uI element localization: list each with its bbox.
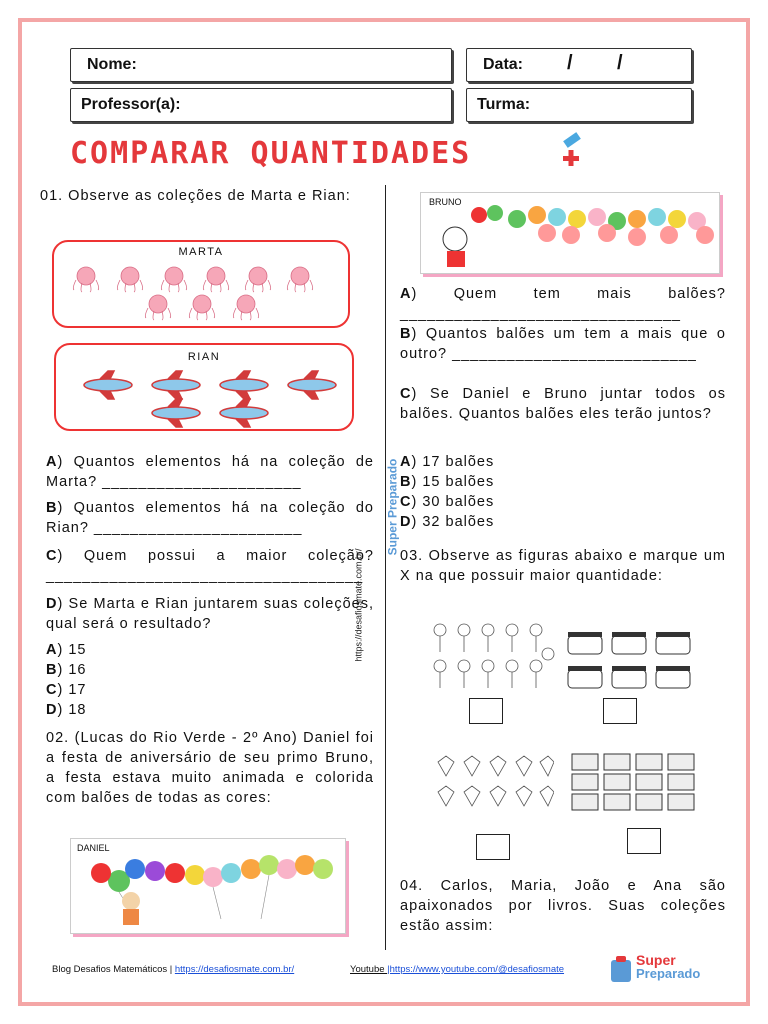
option-letter: B [46,662,58,678]
date-field[interactable] [466,48,692,82]
ruler-plus-icon [556,130,586,174]
marta-label: MARTA [178,246,224,258]
footer-blog-link[interactable]: https://desafiosmate.com.br/ [174,964,295,975]
q1-c-letter: C [46,548,58,564]
q2-option-d[interactable] [400,512,560,532]
marta-collection [52,240,350,328]
q2-a [400,284,726,324]
q2-intro: 02. (Lucas do Rio Verde - 2º Ano) Daniel foi a festa de aniversário de seu primo Bruno, a festa estava muito animada e colorida com balões de todas as cores: [46,730,374,806]
option-text: ) 15 [57,642,87,658]
daniel-image [70,838,346,934]
q1-c-text: ) Quem possui a maior coleção? ___________________________________ [46,548,374,584]
logo-text-2: Preparado [636,966,701,981]
octopus-icon [73,267,98,292]
q1-option-b[interactable] [46,660,196,680]
option-letter: D [400,514,412,530]
q2-b [400,324,726,364]
q2-option-b[interactable] [400,472,560,492]
option-letter: B [400,474,412,490]
cakes-checkbox[interactable] [603,698,637,724]
watermark-brand [385,459,399,556]
name-label: Nome: [87,56,137,73]
bruno-label: BRUNO [429,197,462,207]
footer-logo [608,952,712,986]
octopus-icon [161,267,186,292]
option-letter: D [46,702,58,718]
option-text: ) 17 balões [411,454,495,470]
q1-a-letter: A [46,454,58,470]
q3-intro: 03. Observe as figuras abaixo e marque um X na que possuir maior quantidade: [400,548,726,584]
q2-c-letter: C [400,386,412,402]
q1-intro: 01. Observe as coleções de Marta e Rian: [40,188,351,204]
option-text: ) 17 [57,682,87,698]
flowers-figure [428,618,556,698]
rian-label: RIAN [187,351,221,363]
date-sep-2: / [617,52,623,74]
option-letter: A [46,642,58,658]
watermark-brand-1: Super [385,521,400,556]
bruno-image [420,192,720,274]
cakes-figure [564,622,694,694]
octopus-icon [145,295,170,320]
page-title: COMPARAR QUANTIDADES [70,136,472,171]
bruno-balloons [421,193,719,273]
date-sep-1: / [567,52,573,74]
option-letter: C [400,494,412,510]
watermark-url: https://desafiosmate.com.br/ [353,548,364,662]
q1-d-text: ) Se Marta e Rian juntarem suas coleções, qual será o resultado? [46,596,374,632]
q2-c-text: ) Se Daniel e Bruno juntar todos os balões. Quantos balões eles terão juntos? [400,386,726,422]
logo-icon [608,954,634,984]
date-label: Data: [483,56,524,73]
option-letter: A [400,454,412,470]
airplane-icon [288,371,336,399]
q1-option-d[interactable] [46,700,196,720]
daniel-label: DANIEL [77,843,110,853]
q1-option-a[interactable] [46,640,196,660]
option-text: ) 32 balões [411,514,495,530]
kites-figure [428,752,554,818]
q2-option-a[interactable] [400,452,560,472]
airplane-icon [220,399,268,427]
octopus-icon [189,295,214,320]
q1-a-text: ) Quantos elementos há na coleção de Marta? ______________________ [46,454,374,490]
octopus-icon [233,295,258,320]
q2-a-text: ) Quem tem mais balões? _______________________________ [400,286,726,322]
footer-yt-label[interactable]: Youtube [350,964,388,975]
q2-a-letter: A [400,286,412,302]
q2-b-text: ) Quantos balões um tem a mais que o outro? ___________________________ [400,326,726,362]
class-label: Turma: [477,96,531,113]
name-field[interactable] [70,48,452,82]
q2-b-letter: B [400,326,412,342]
watermark-brand-2: Preparado [385,458,400,518]
q1-options [46,640,196,720]
kites-checkbox[interactable] [476,834,510,860]
side-watermark [353,458,400,700]
octopus-icons [54,258,348,328]
q1-b-text: ) Quantos elementos há na coleção do Rian? _______________________ [46,500,374,536]
class-field[interactable] [466,88,692,122]
q1-b [46,498,374,538]
airplane-icon [152,399,200,427]
q2-option-c[interactable] [400,492,560,512]
airplane-icons [56,367,352,435]
airplane-icon [220,371,268,399]
q1-d [46,594,374,634]
option-text: ) 16 [57,662,87,678]
q1-option-c[interactable] [46,680,196,700]
option-text: ) 18 [57,702,87,718]
octopus-icon [203,267,228,292]
q1-a [46,452,374,492]
q1-b-letter: B [46,500,58,516]
footer-youtube [350,964,564,975]
octopus-icon [117,267,142,292]
octopus-icon [245,267,270,292]
q1-c [46,546,374,586]
q4-intro: 04. Carlos, Maria, João e Ana são apaixonados por livros. Suas coleções estão assim: [400,878,726,934]
option-letter: C [46,682,58,698]
flowers-checkbox[interactable] [469,698,503,724]
teacher-label: Professor(a): [81,96,181,113]
airplane-icon [152,371,200,399]
q2-c [400,384,726,424]
option-text: ) 15 balões [411,474,495,490]
option-text: ) 30 balões [411,494,495,510]
footer-blog-label: Blog Desafios Matemáticos | [52,964,175,975]
daniel-balloons [71,839,345,933]
octopus-icon [287,267,312,292]
boxes-checkbox[interactable] [627,828,661,854]
footer-yt-link[interactable]: |https://www.youtube.com/@desafiosmate [387,964,565,975]
boxes-figure [570,752,698,814]
teacher-field[interactable] [70,88,452,122]
q2-options [400,452,560,532]
q1-d-letter: D [46,596,58,612]
rian-collection [54,343,354,431]
logo-text-1: Super [636,952,676,968]
airplane-icon [84,371,132,399]
footer-blog [52,964,294,975]
